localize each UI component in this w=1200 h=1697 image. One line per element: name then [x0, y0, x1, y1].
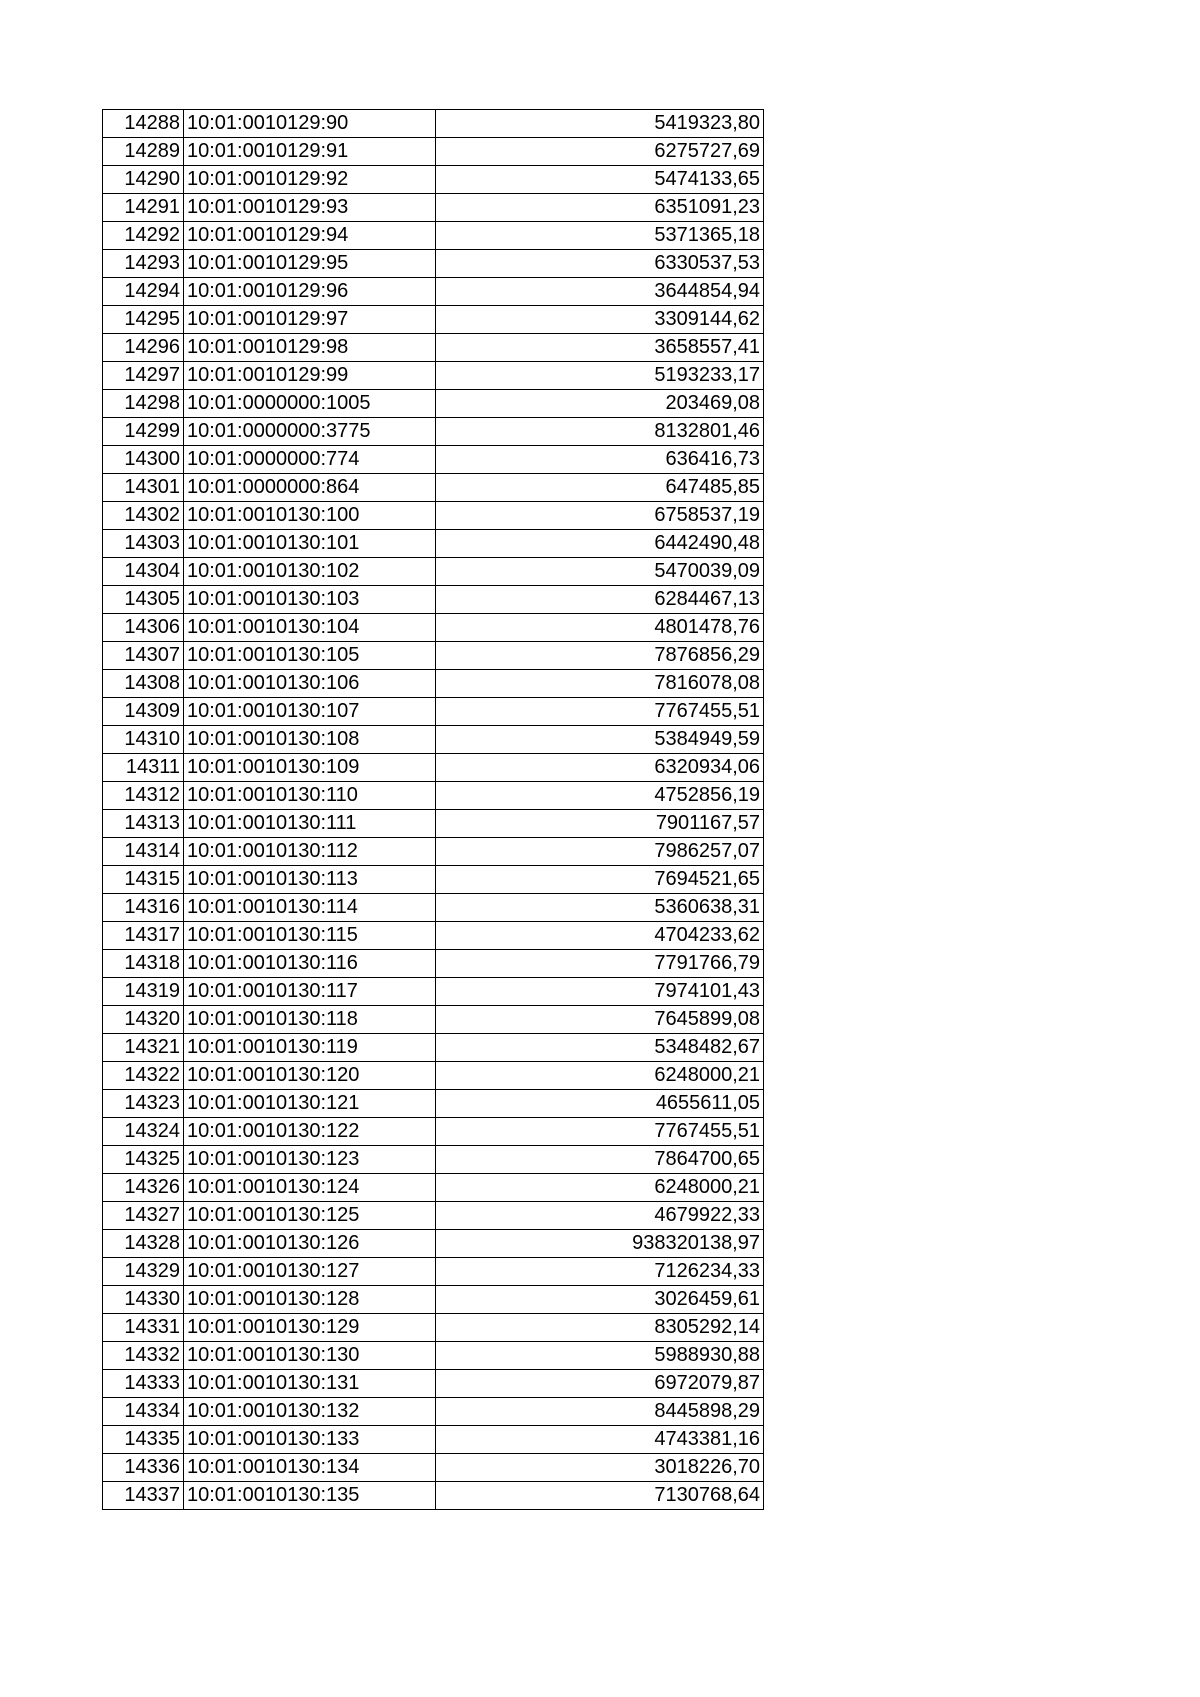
row-number-cell: 14319 — [103, 978, 184, 1006]
row-number-cell: 14308 — [103, 670, 184, 698]
value-cell: 203469,08 — [436, 390, 764, 418]
cadastral-number-cell: 10:01:0010130:101 — [184, 530, 436, 558]
value-cell: 5419323,80 — [436, 110, 764, 138]
cadastral-number-cell: 10:01:0010130:134 — [184, 1454, 436, 1482]
cadastral-number-cell: 10:01:0010130:129 — [184, 1314, 436, 1342]
table-row — [103, 1202, 764, 1230]
row-number-cell: 14305 — [103, 586, 184, 614]
cadastral-number-cell: 10:01:0010129:99 — [184, 362, 436, 390]
cadastral-number-cell: 10:01:0010130:132 — [184, 1398, 436, 1426]
cadastral-number-cell: 10:01:0010130:105 — [184, 642, 436, 670]
row-number-cell: 14294 — [103, 278, 184, 306]
value-cell: 5371365,18 — [436, 222, 764, 250]
value-cell: 6758537,19 — [436, 502, 764, 530]
cadastral-number-cell: 10:01:0010130:120 — [184, 1062, 436, 1090]
table-row — [103, 810, 764, 838]
cadastral-number-cell: 10:01:0010130:107 — [184, 698, 436, 726]
table-row — [103, 922, 764, 950]
value-cell: 5384949,59 — [436, 726, 764, 754]
row-number-cell: 14301 — [103, 474, 184, 502]
cadastral-number-cell: 10:01:0010130:126 — [184, 1230, 436, 1258]
cadastral-number-cell: 10:01:0010130:124 — [184, 1174, 436, 1202]
value-cell: 5988930,88 — [436, 1342, 764, 1370]
cadastral-number-cell: 10:01:0010129:93 — [184, 194, 436, 222]
value-cell: 8305292,14 — [436, 1314, 764, 1342]
value-cell: 6442490,48 — [436, 530, 764, 558]
cadastral-number-cell: 10:01:0010130:109 — [184, 754, 436, 782]
table-row — [103, 1174, 764, 1202]
row-number-cell: 14311 — [103, 754, 184, 782]
value-cell: 7986257,07 — [436, 838, 764, 866]
row-number-cell: 14299 — [103, 418, 184, 446]
table-row — [103, 1482, 764, 1510]
value-cell: 6972079,87 — [436, 1370, 764, 1398]
cadastral-number-cell: 10:01:0010130:112 — [184, 838, 436, 866]
cadastral-number-cell: 10:01:0010130:118 — [184, 1006, 436, 1034]
cadastral-number-cell: 10:01:0010129:94 — [184, 222, 436, 250]
row-number-cell: 14303 — [103, 530, 184, 558]
row-number-cell: 14288 — [103, 110, 184, 138]
row-number-cell: 14289 — [103, 138, 184, 166]
value-cell: 4679922,33 — [436, 1202, 764, 1230]
value-cell: 636416,73 — [436, 446, 764, 474]
value-cell: 7864700,65 — [436, 1146, 764, 1174]
row-number-cell: 14302 — [103, 502, 184, 530]
cadastral-number-cell: 10:01:0010130:119 — [184, 1034, 436, 1062]
table-row — [103, 866, 764, 894]
cadastral-number-cell: 10:01:0010129:95 — [184, 250, 436, 278]
cadastral-number-cell: 10:01:0010130:106 — [184, 670, 436, 698]
row-number-cell: 14332 — [103, 1342, 184, 1370]
row-number-cell: 14316 — [103, 894, 184, 922]
table-row — [103, 250, 764, 278]
value-cell: 5193233,17 — [436, 362, 764, 390]
row-number-cell: 14290 — [103, 166, 184, 194]
value-cell: 6351091,23 — [436, 194, 764, 222]
cadastral-number-cell: 10:01:0010130:114 — [184, 894, 436, 922]
row-number-cell: 14312 — [103, 782, 184, 810]
row-number-cell: 14313 — [103, 810, 184, 838]
row-number-cell: 14336 — [103, 1454, 184, 1482]
cadastral-number-cell: 10:01:0010130:108 — [184, 726, 436, 754]
table-row — [103, 670, 764, 698]
cadastral-number-cell: 10:01:0010130:133 — [184, 1426, 436, 1454]
value-cell: 7876856,29 — [436, 642, 764, 670]
cadastral-number-cell: 10:01:0010130:110 — [184, 782, 436, 810]
table-row — [103, 474, 764, 502]
value-cell: 4752856,19 — [436, 782, 764, 810]
cadastral-number-cell: 10:01:0010130:127 — [184, 1258, 436, 1286]
row-number-cell: 14324 — [103, 1118, 184, 1146]
table-body — [103, 110, 764, 1510]
row-number-cell: 14337 — [103, 1482, 184, 1510]
value-cell: 3018226,70 — [436, 1454, 764, 1482]
cadastral-number-cell: 10:01:0000000:774 — [184, 446, 436, 474]
value-cell: 7126234,33 — [436, 1258, 764, 1286]
table-row — [103, 1090, 764, 1118]
table-row — [103, 502, 764, 530]
value-cell: 4704233,62 — [436, 922, 764, 950]
row-number-cell: 14309 — [103, 698, 184, 726]
row-number-cell: 14306 — [103, 614, 184, 642]
table-row — [103, 306, 764, 334]
value-cell: 8445898,29 — [436, 1398, 764, 1426]
row-number-cell: 14292 — [103, 222, 184, 250]
value-cell: 4801478,76 — [436, 614, 764, 642]
row-number-cell: 14334 — [103, 1398, 184, 1426]
value-cell: 3026459,61 — [436, 1286, 764, 1314]
table-row — [103, 1454, 764, 1482]
value-cell: 6330537,53 — [436, 250, 764, 278]
value-cell: 8132801,46 — [436, 418, 764, 446]
table-row — [103, 166, 764, 194]
row-number-cell: 14333 — [103, 1370, 184, 1398]
cadastral-number-cell: 10:01:0010130:135 — [184, 1482, 436, 1510]
table-row — [103, 950, 764, 978]
value-cell: 7791766,79 — [436, 950, 764, 978]
cadastral-number-cell: 10:01:0010130:111 — [184, 810, 436, 838]
cadastral-number-cell: 10:01:0010130:116 — [184, 950, 436, 978]
table-row — [103, 278, 764, 306]
cadastral-number-cell: 10:01:0000000:3775 — [184, 418, 436, 446]
row-number-cell: 14298 — [103, 390, 184, 418]
row-number-cell: 14293 — [103, 250, 184, 278]
row-number-cell: 14318 — [103, 950, 184, 978]
table-row — [103, 334, 764, 362]
cadastral-number-cell: 10:01:0010130:130 — [184, 1342, 436, 1370]
table-row — [103, 530, 764, 558]
cadastral-number-cell: 10:01:0010130:100 — [184, 502, 436, 530]
table-row — [103, 586, 764, 614]
table-row — [103, 1006, 764, 1034]
table-row — [103, 558, 764, 586]
table-row — [103, 362, 764, 390]
table-row — [103, 1034, 764, 1062]
row-number-cell: 14320 — [103, 1006, 184, 1034]
table-row — [103, 614, 764, 642]
value-cell: 6248000,21 — [436, 1062, 764, 1090]
value-cell: 4655611,05 — [436, 1090, 764, 1118]
table-row — [103, 418, 764, 446]
row-number-cell: 14325 — [103, 1146, 184, 1174]
value-cell: 6248000,21 — [436, 1174, 764, 1202]
value-cell: 647485,85 — [436, 474, 764, 502]
row-number-cell: 14328 — [103, 1230, 184, 1258]
table-row — [103, 1286, 764, 1314]
table-row — [103, 138, 764, 166]
table-row — [103, 222, 764, 250]
table-row — [103, 446, 764, 474]
table-row — [103, 978, 764, 1006]
row-number-cell: 14314 — [103, 838, 184, 866]
cadastral-number-cell: 10:01:0010130:125 — [184, 1202, 436, 1230]
cadastral-number-cell: 10:01:0010130:121 — [184, 1090, 436, 1118]
value-cell: 5348482,67 — [436, 1034, 764, 1062]
value-cell: 938320138,97 — [436, 1230, 764, 1258]
table-row — [103, 1062, 764, 1090]
row-number-cell: 14330 — [103, 1286, 184, 1314]
row-number-cell: 14322 — [103, 1062, 184, 1090]
cadastral-number-cell: 10:01:0010130:104 — [184, 614, 436, 642]
table-row — [103, 1398, 764, 1426]
cadastral-number-cell: 10:01:0010130:122 — [184, 1118, 436, 1146]
table-row — [103, 1258, 764, 1286]
row-number-cell: 14323 — [103, 1090, 184, 1118]
table-row — [103, 1370, 764, 1398]
value-cell: 7901167,57 — [436, 810, 764, 838]
table-row — [103, 1426, 764, 1454]
cadastral-number-cell: 10:01:0010130:117 — [184, 978, 436, 1006]
row-number-cell: 14331 — [103, 1314, 184, 1342]
value-cell: 6275727,69 — [436, 138, 764, 166]
row-number-cell: 14315 — [103, 866, 184, 894]
cadastral-number-cell: 10:01:0010129:98 — [184, 334, 436, 362]
value-cell: 7130768,64 — [436, 1482, 764, 1510]
value-cell: 5474133,65 — [436, 166, 764, 194]
row-number-cell: 14296 — [103, 334, 184, 362]
row-number-cell: 14310 — [103, 726, 184, 754]
cadastral-number-cell: 10:01:0010129:90 — [184, 110, 436, 138]
table-row — [103, 642, 764, 670]
table-row — [103, 1118, 764, 1146]
cadastral-number-cell: 10:01:0010130:115 — [184, 922, 436, 950]
value-cell: 5470039,09 — [436, 558, 764, 586]
value-cell: 5360638,31 — [436, 894, 764, 922]
row-number-cell: 14327 — [103, 1202, 184, 1230]
cadastral-number-cell: 10:01:0010130:113 — [184, 866, 436, 894]
table-row — [103, 390, 764, 418]
table-row — [103, 698, 764, 726]
row-number-cell: 14295 — [103, 306, 184, 334]
value-cell: 6284467,13 — [436, 586, 764, 614]
table-row — [103, 726, 764, 754]
value-cell: 7645899,08 — [436, 1006, 764, 1034]
value-cell: 7974101,43 — [436, 978, 764, 1006]
cadastral-number-cell: 10:01:0010130:102 — [184, 558, 436, 586]
row-number-cell: 14307 — [103, 642, 184, 670]
row-number-cell: 14326 — [103, 1174, 184, 1202]
table-row — [103, 110, 764, 138]
cadastral-number-cell: 10:01:0010129:97 — [184, 306, 436, 334]
row-number-cell: 14329 — [103, 1258, 184, 1286]
table-row — [103, 194, 764, 222]
cadastral-number-cell: 10:01:0000000:864 — [184, 474, 436, 502]
table-row — [103, 1314, 764, 1342]
row-number-cell: 14321 — [103, 1034, 184, 1062]
table-row — [103, 894, 764, 922]
table-row — [103, 754, 764, 782]
row-number-cell: 14317 — [103, 922, 184, 950]
cadastral-number-cell: 10:01:0010129:96 — [184, 278, 436, 306]
row-number-cell: 14297 — [103, 362, 184, 390]
value-cell: 6320934,06 — [436, 754, 764, 782]
data-table — [102, 109, 764, 1510]
cadastral-number-cell: 10:01:0010130:131 — [184, 1370, 436, 1398]
table-row — [103, 1230, 764, 1258]
table-row — [103, 782, 764, 810]
value-cell: 3644854,94 — [436, 278, 764, 306]
row-number-cell: 14335 — [103, 1426, 184, 1454]
cadastral-number-cell: 10:01:0010130:103 — [184, 586, 436, 614]
cadastral-number-cell: 10:01:0010130:123 — [184, 1146, 436, 1174]
value-cell: 3309144,62 — [436, 306, 764, 334]
row-number-cell: 14300 — [103, 446, 184, 474]
table-row — [103, 1146, 764, 1174]
cadastral-number-cell: 10:01:0010129:92 — [184, 166, 436, 194]
cadastral-number-cell: 10:01:0010129:91 — [184, 138, 436, 166]
value-cell: 7816078,08 — [436, 670, 764, 698]
row-number-cell: 14304 — [103, 558, 184, 586]
row-number-cell: 14291 — [103, 194, 184, 222]
cadastral-number-cell: 10:01:0010130:128 — [184, 1286, 436, 1314]
value-cell: 7767455,51 — [436, 1118, 764, 1146]
cadastral-number-cell: 10:01:0000000:1005 — [184, 390, 436, 418]
value-cell: 4743381,16 — [436, 1426, 764, 1454]
table-row — [103, 1342, 764, 1370]
table-row — [103, 838, 764, 866]
value-cell: 7767455,51 — [436, 698, 764, 726]
value-cell: 7694521,65 — [436, 866, 764, 894]
value-cell: 3658557,41 — [436, 334, 764, 362]
